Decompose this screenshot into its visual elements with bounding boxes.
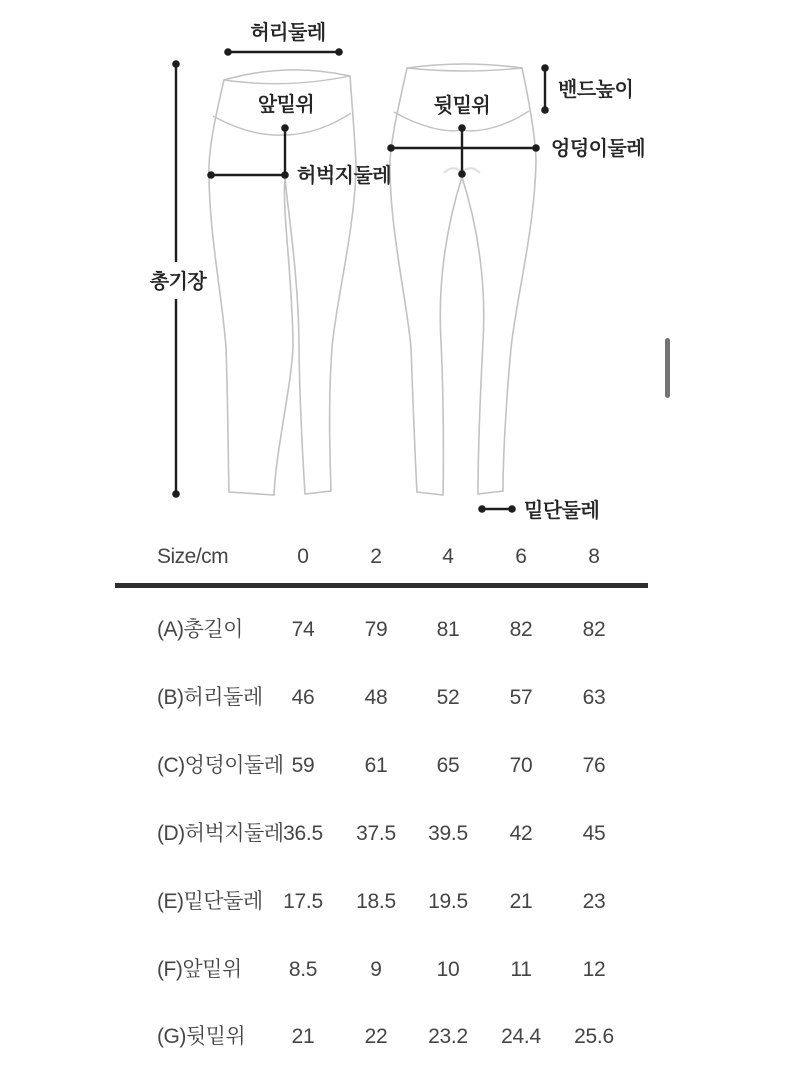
hem-measure <box>478 505 516 513</box>
front-rise-label: 앞밑위 <box>257 94 315 116</box>
size-value: 82 <box>509 618 533 641</box>
size-value: 74 <box>291 618 315 641</box>
size-column-header: 2 <box>370 545 382 568</box>
table-row-front-rise <box>0 954 810 986</box>
size-value: 82 <box>582 618 606 641</box>
size-value: 36.5 <box>283 822 323 845</box>
size-value: 42 <box>509 822 533 845</box>
row-label: (A)총길이 <box>157 618 243 641</box>
size-value: 52 <box>436 686 460 709</box>
front-legging-drawing <box>209 70 356 495</box>
table-row-hip <box>0 750 810 782</box>
row-label: (C)엉덩이둘레 <box>157 754 284 777</box>
size-value: 24.4 <box>501 1025 541 1048</box>
size-value: 12 <box>582 958 606 981</box>
back-rise-label: 뒷밑위 <box>433 95 491 117</box>
size-value: 23 <box>582 890 606 913</box>
size-value: 9 <box>370 958 382 981</box>
size-value: 63 <box>582 686 606 709</box>
size-value: 8.5 <box>288 958 318 981</box>
size-column-header: 8 <box>588 545 600 568</box>
size-value: 76 <box>582 754 606 777</box>
table-row-total-length <box>0 614 810 646</box>
size-value: 70 <box>509 754 533 777</box>
size-value: 59 <box>291 754 315 777</box>
size-value: 61 <box>364 754 388 777</box>
size-value: 18.5 <box>356 890 396 913</box>
table-row-back-rise <box>0 1021 810 1053</box>
size-value: 23.2 <box>428 1025 468 1048</box>
size-column-header: 0 <box>297 545 309 568</box>
size-value: 65 <box>436 754 460 777</box>
table-divider <box>115 583 648 588</box>
size-column-header: 6 <box>515 545 527 568</box>
scrollbar-thumb[interactable] <box>665 338 670 398</box>
size-value: 10 <box>436 958 460 981</box>
size-value: 17.5 <box>283 890 323 913</box>
hem-label: 밑단둘레 <box>524 500 600 522</box>
thigh-label: 허벅지둘레 <box>297 165 392 187</box>
size-value: 81 <box>436 618 460 641</box>
row-label: (F)앞밑위 <box>157 958 242 981</box>
table-row-thigh <box>0 818 810 850</box>
table-row-hem <box>0 886 810 918</box>
row-label: (E)밑단둘레 <box>157 890 263 913</box>
row-label: (B)허리둘레 <box>157 686 263 709</box>
waist-measure <box>224 48 343 56</box>
front-legging-outline <box>209 70 356 495</box>
size-value: 11 <box>510 958 532 981</box>
size-value: 45 <box>582 822 606 845</box>
size-value: 46 <box>291 686 315 709</box>
size-unit-header: Size/cm <box>157 545 229 568</box>
band-height-label: 밴드높이 <box>558 79 634 101</box>
waist-label: 허리둘레 <box>250 22 326 44</box>
row-label: (D)허벅지둘레 <box>157 822 284 845</box>
size-column-header: 4 <box>442 545 454 568</box>
size-value: 21 <box>509 890 533 913</box>
size-value: 57 <box>509 686 533 709</box>
size-value: 25.6 <box>574 1025 614 1048</box>
size-value: 22 <box>364 1025 388 1048</box>
size-value: 37.5 <box>356 822 396 845</box>
size-value: 19.5 <box>428 890 468 913</box>
size-value: 48 <box>364 686 388 709</box>
size-value: 79 <box>364 618 388 641</box>
total-length-label: 총기장 <box>149 271 207 293</box>
row-label: (G)뒷밑위 <box>157 1025 246 1048</box>
size-table-header-row <box>0 541 810 573</box>
band-height-measure <box>541 64 549 114</box>
size-value: 21 <box>291 1025 315 1048</box>
size-value: 39.5 <box>428 822 468 845</box>
hip-label: 엉덩이둘레 <box>551 138 646 160</box>
table-row-waist <box>0 682 810 714</box>
